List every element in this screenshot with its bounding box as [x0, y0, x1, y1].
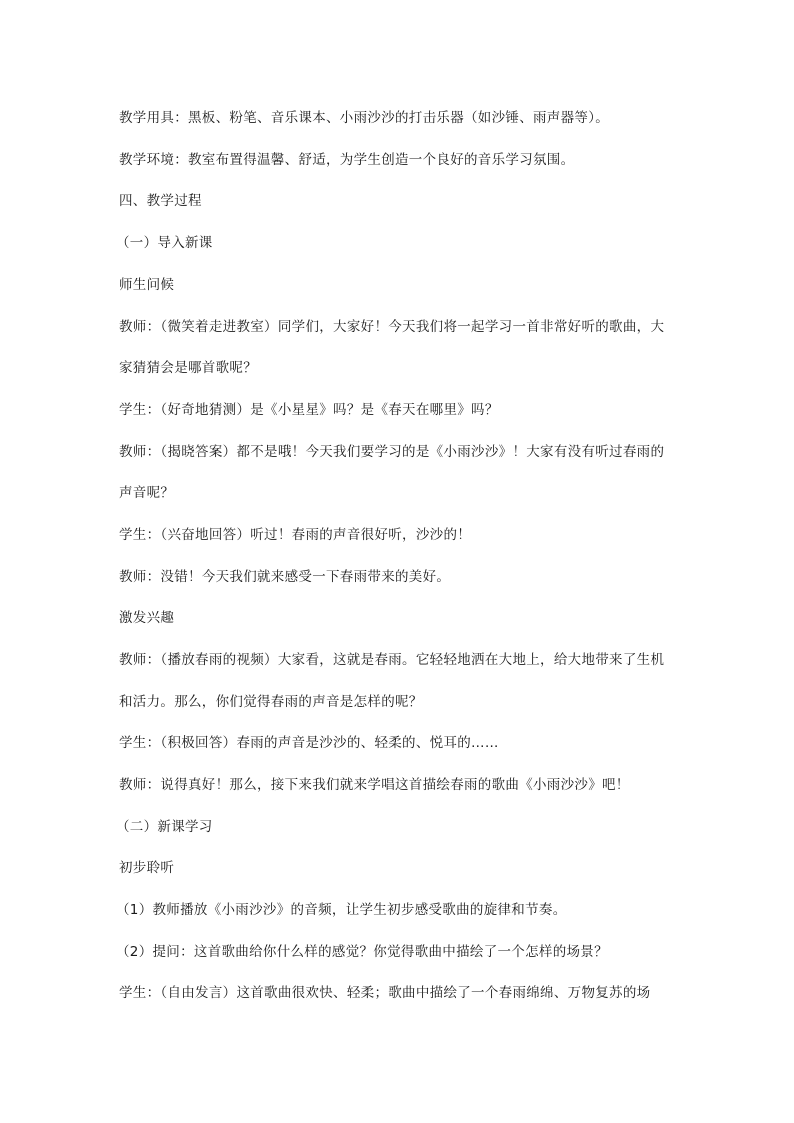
- subsection-heading-introduction: （一）导入新课: [116, 235, 213, 251]
- dialogue-line: 教师：说得真好！那么，接下来我们就来学唱这首描绘春雨的歌曲《小雨沙沙》吧！: [119, 777, 630, 793]
- dialogue-line-continuation: 和活力。那么，你们觉得春雨的声音是怎样的呢？: [119, 694, 423, 710]
- dialogue-line-continuation: 声音呢？: [119, 485, 175, 501]
- dialogue-line: 学生：（好奇地猜测）是《小星星》吗？是《春天在哪里》吗？: [119, 402, 499, 418]
- paragraph-teaching-environment: 教学环境：教室布置得温馨、舒适，为学生创造一个良好的音乐学习氛围。: [119, 152, 575, 168]
- paragraph-teaching-tools: 教学用具：黑板、粉笔、音乐课本、小雨沙沙的打击乐器（如沙锤、雨声器等）。: [119, 110, 610, 126]
- dialogue-line: 学生：（兴奋地回答）听过！春雨的声音很好听，沙沙的！: [119, 527, 472, 543]
- dialogue-line: 教师：（揭晓答案）都不是哦！今天我们要学习的是《小雨沙沙》！大家有没有听过春雨的: [119, 444, 665, 460]
- dialogue-line: 教师：（微笑着走进教室）同学们，大家好！今天我们将一起学习一首非常好听的歌曲，大: [119, 319, 665, 335]
- dialogue-line: 教师：（播放春雨的视频）大家看，这就是春雨。它轻轻地洒在大地上，给大地带来了生机: [119, 652, 665, 668]
- dialogue-line-continuation: 家猜猜会是哪首歌呢？: [119, 360, 257, 376]
- subheading-greeting: 师生问候: [119, 277, 175, 293]
- list-item: （2）提问：这首歌曲给你什么样的感觉？你觉得歌曲中描绘了一个怎样的场景？: [116, 944, 608, 960]
- subheading-initial-listening: 初步聆听: [119, 860, 175, 876]
- dialogue-line: 教师：没错！今天我们就来感受一下春雨带来的美好。: [119, 569, 451, 585]
- subheading-stimulate-interest: 激发兴趣: [119, 610, 175, 626]
- section-heading-teaching-process: 四、教学过程: [119, 193, 202, 209]
- subsection-heading-new-lesson: （二）新课学习: [116, 819, 213, 835]
- list-item: （1）教师播放《小雨沙沙》的音频，让学生初步感受歌曲的旋律和节奏。: [116, 902, 567, 918]
- dialogue-line: 学生：（自由发言）这首歌曲很欢快、轻柔；歌曲中描绘了一个春雨绵绵、万物复苏的场: [119, 985, 651, 1001]
- dialogue-line: 学生：（积极回答）春雨的声音是沙沙的、轻柔的、悦耳的……: [119, 735, 499, 751]
